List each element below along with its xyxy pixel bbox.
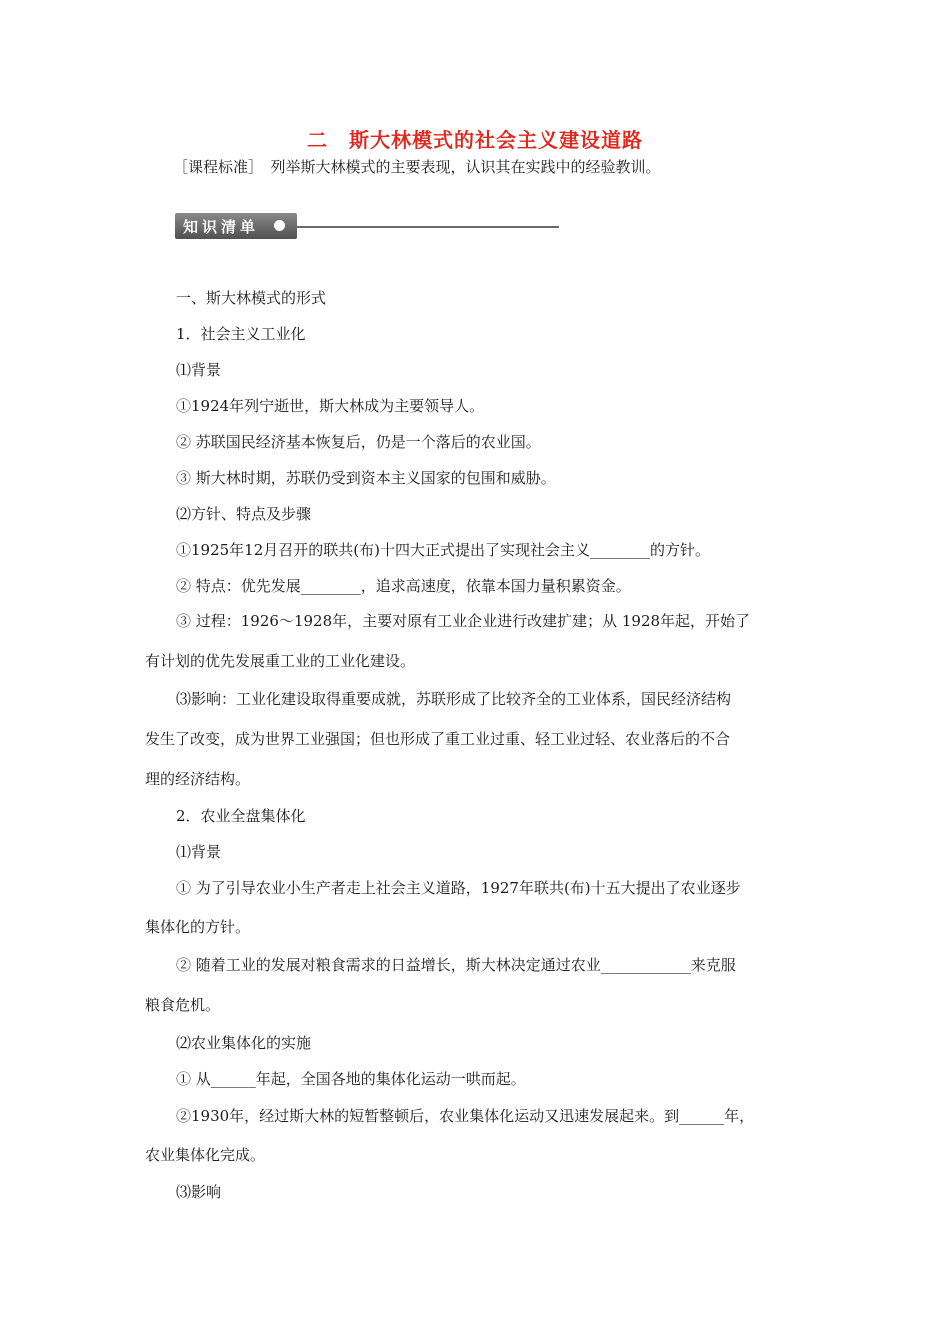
item-heading: ⑴背景 [176, 843, 222, 861]
paragraph-line: ①1925年12月召开的联共(布)十四大正式提出了实现社会主义________的方针。 [176, 541, 710, 559]
item-heading: ⑴背景 [176, 361, 222, 379]
paragraph-line: ③ 斯大林时期，苏联仍受到资本主义国家的包围和威胁。 [176, 469, 556, 487]
paragraph-line: 粮食危机。 [145, 996, 221, 1014]
course-standard: ［课程标准］ 列举斯大林模式的主要表现，认识其在实践中的经验教训。 [173, 158, 661, 176]
paragraph-line: 发生了改变，成为世界工业强国；但也形成了重工业过重、轻工业过轻、农业落后的不合 [145, 730, 731, 748]
subsection-heading: 2．农业全盘集体化 [176, 807, 306, 825]
item-heading: ⑶影响 [176, 1183, 222, 1201]
paragraph-line: ① 为了引导农业小生产者走上社会主义道路，1927年联共(布)十五大提出了农业逐步 [176, 879, 741, 897]
paragraph-line: 有计划的优先发展重工业的工业化建设。 [145, 652, 416, 670]
item-heading: ⑵方针、特点及步骤 [176, 505, 312, 523]
paragraph-line: ⑶影响：工业化建设取得重要成就，苏联形成了比较齐全的工业体系，国民经济结构 [176, 690, 732, 708]
paragraph-line: ② 随着工业的发展对粮食需求的日益增长，斯大林决定通过农业____________来克服 [176, 956, 736, 974]
subsection-heading: 1．社会主义工业化 [176, 325, 306, 343]
paragraph-line: ① 从______年起，全国各地的集体化运动一哄而起。 [176, 1070, 526, 1088]
paragraph-line: ③ 过程：1926～1928年，主要对原有工业企业进行改建扩建；从 1928年起，开始了 [176, 612, 751, 630]
paragraph-line: 理的经济结构。 [145, 770, 251, 788]
paragraph-line: 农业集体化完成。 [145, 1146, 266, 1164]
paragraph-line: ②1930年，经过斯大林的短暂整顿后，农业集体化运动又迅速发展起来。到______年， [176, 1107, 755, 1125]
banner-divider [297, 226, 559, 228]
paragraph-line: ② 苏联国民经济基本恢复后，仍是一个落后的农业国。 [176, 433, 541, 451]
section-heading: 一、斯大林模式的形式 [176, 289, 327, 307]
section-banner [175, 213, 559, 239]
banner-label: 知识清单 [183, 218, 260, 236]
item-heading: ⑵农业集体化的实施 [176, 1034, 312, 1052]
banner-box [175, 213, 297, 239]
paragraph-line: ② 特点：优先发展________，追求高速度，依靠本国力量积累资金。 [176, 577, 631, 595]
paragraph-line: ①1924年列宁逝世，斯大林成为主要领导人。 [176, 397, 485, 415]
bullet-dot-icon [274, 220, 285, 231]
paragraph-line: 集体化的方针。 [145, 918, 251, 936]
document-title: 二 斯大林模式的社会主义建设道路 [307, 128, 643, 152]
